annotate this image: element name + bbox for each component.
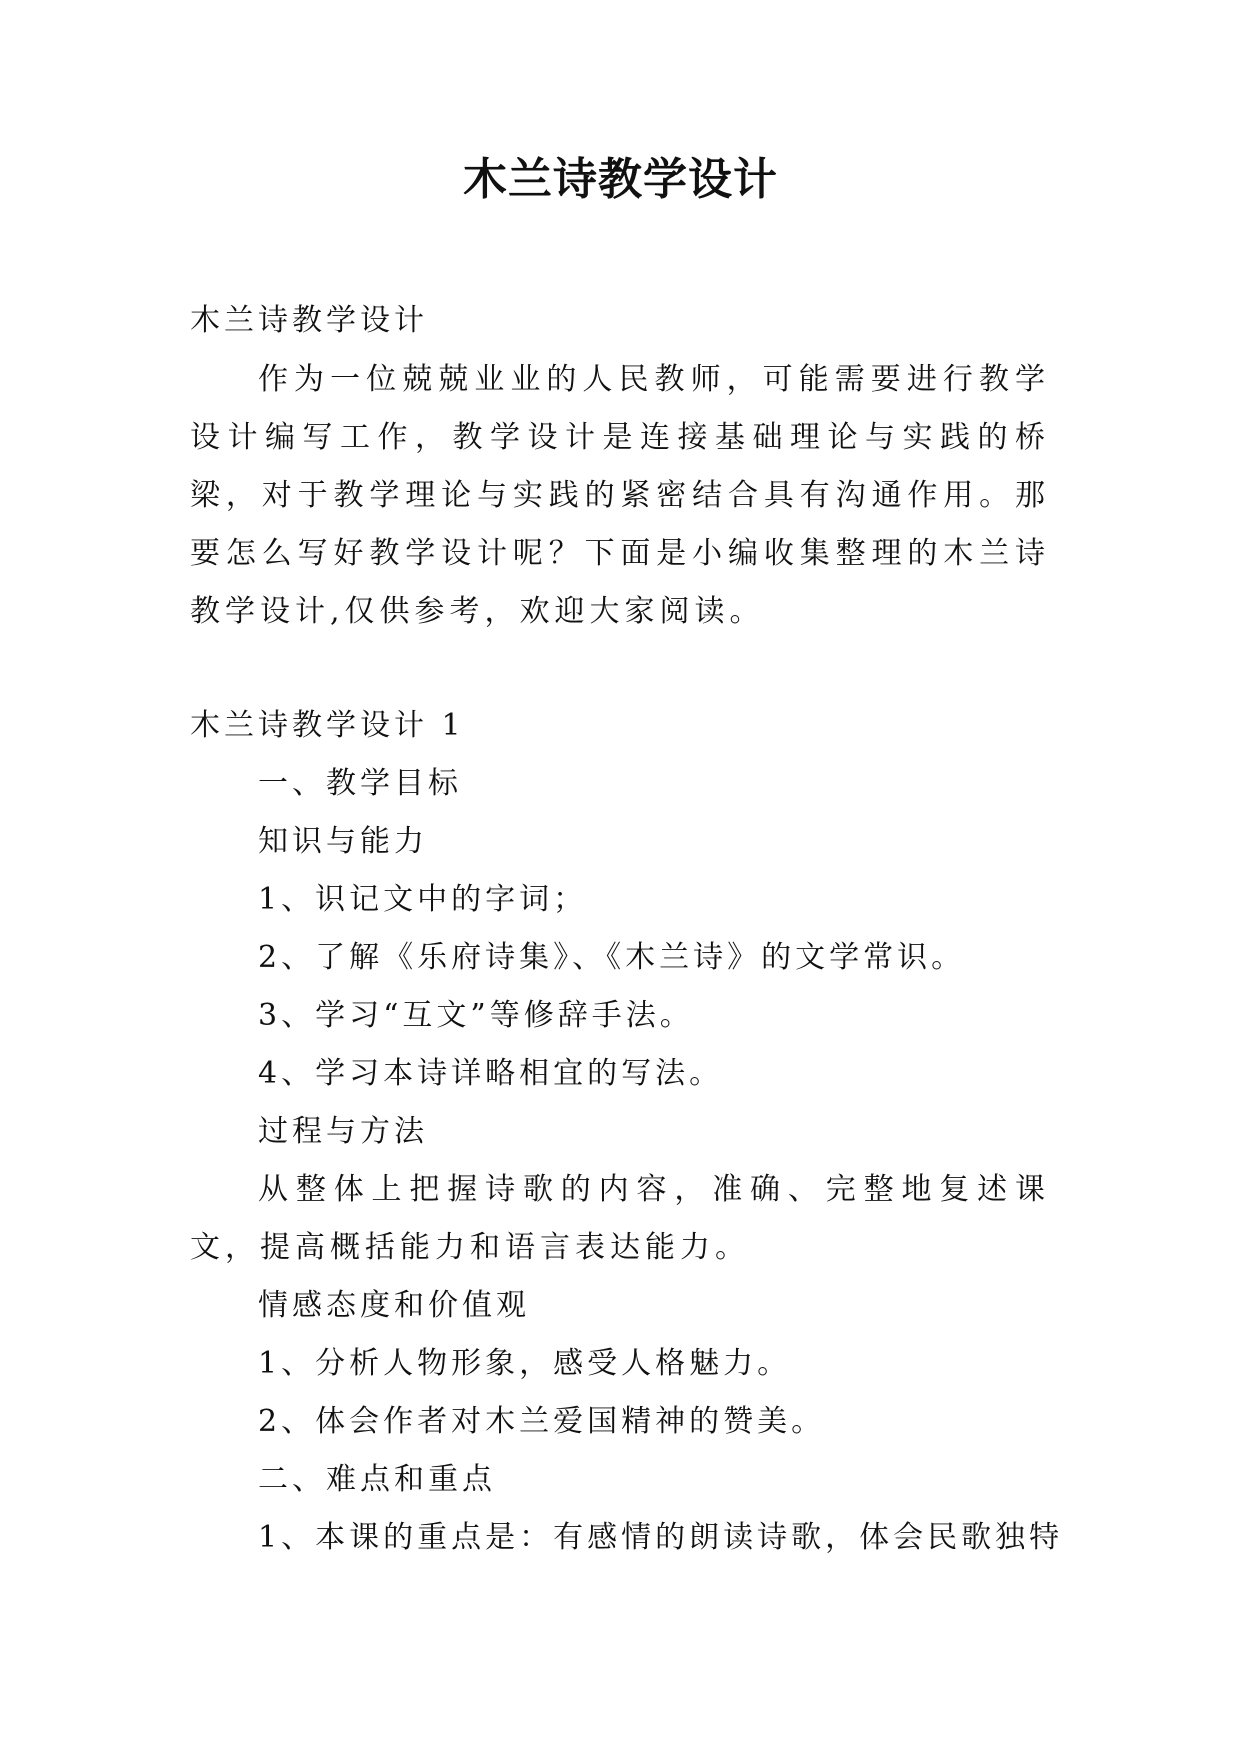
emotion-heading: 情感态度和价值观 <box>258 1288 530 1323</box>
difficulty-heading: 二、难点和重点 <box>258 1462 496 1497</box>
emotion-item-2: 2、体会作者对木兰爱国精神的赞美。 <box>258 1404 826 1439</box>
intro-label: 木兰诗教学设计 <box>190 303 428 338</box>
lesson-content <box>190 755 1064 1567</box>
knowledge-heading: 知识与能力 <box>258 824 428 859</box>
intro-paragraph: 作为一位兢兢业业的人民教师，可能需要进行教学设计编写工作，教学设计是连接基础理论与实践的桥梁，对于教学理论与实践的紧密结合具有沟通作用。那要怎么写好教学设计呢？下面是小编收集整理的木兰诗教学设计,仅供参考，欢迎大家阅读。 <box>190 362 1050 629</box>
process-paragraph: 从整体上把握诗歌的内容，准确、完整地复述课文，提高概括能力和语言表达能力。 <box>190 1172 1050 1265</box>
knowledge-item-4: 4、学习本诗详略相宜的写法。 <box>258 1056 724 1091</box>
page-title: 木兰诗教学设计 <box>463 154 778 205</box>
difficulty-item-1: 1、本课的重点是：有感情的朗读诗歌，体会民歌独特 <box>258 1520 1064 1555</box>
section-label: 木兰诗教学设计 1 <box>190 708 465 743</box>
knowledge-item-1: 1、识记文中的字词； <box>258 882 588 917</box>
goal-heading: 一、教学目标 <box>258 766 462 801</box>
process-heading: 过程与方法 <box>258 1114 428 1149</box>
emotion-item-1: 1、分析人物形象，感受人格魅力。 <box>258 1346 792 1381</box>
knowledge-item-2: 2、了解《乐府诗集》、《木兰诗》的文学常识。 <box>258 940 966 975</box>
knowledge-item-3: 3、学习“互文”等修辞手法。 <box>258 998 694 1033</box>
